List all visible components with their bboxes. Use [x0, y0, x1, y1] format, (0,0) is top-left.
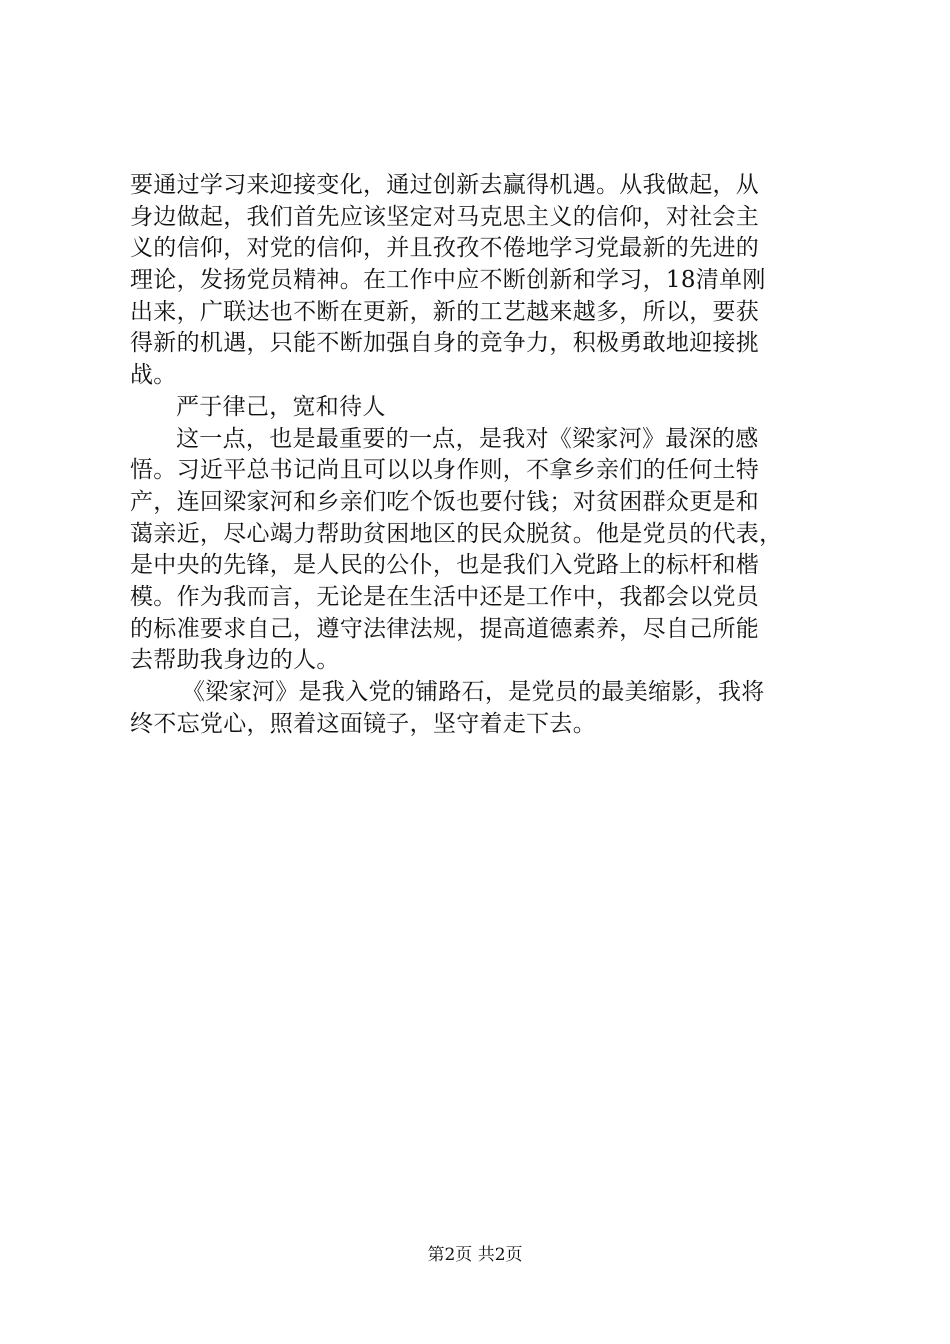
paragraph-line: 终不忘党心，照着这面镜子，坚守着走下去。: [130, 710, 596, 737]
page-footer: [0, 1244, 950, 1266]
paragraph-3: [130, 677, 830, 740]
paragraph-line: 悟。习近平总书记尚且可以以身作则，不拿乡亲们的任何土特: [130, 457, 760, 484]
paragraph-line: 去帮助我身边的人。: [130, 647, 340, 674]
paragraph-line: 得新的机遇，只能不断加强自身的竞争力，积极勇敢地迎接挑: [130, 330, 760, 357]
paragraph-line: 《梁家河》是我入党的铺路石，是党员的最美缩影，我将: [182, 679, 765, 705]
page-number-label: 第2页 共2页: [427, 1245, 523, 1265]
paragraph-2: [130, 424, 830, 678]
paragraph-line: 要通过学习来迎接变化，通过创新去赢得机遇。从我做起，从: [130, 172, 760, 198]
paragraph-line: 产，连回梁家河和乡亲们吃个饭也要付钱；对贫困群众更是和: [130, 488, 760, 515]
section-heading: [130, 392, 830, 424]
paragraph-1: [130, 170, 830, 392]
paragraph-line: 的标准要求自己，遵守法律法规，提高道德素养，尽自己所能: [130, 615, 760, 642]
paragraph-line: 是中央的先锋，是人民的公仆，也是我们入党路上的标杆和楷: [130, 552, 760, 579]
paragraph-line: 这一点，也是最重要的一点，是我对《梁家河》最深的感: [176, 425, 759, 452]
paragraph-line: 战。: [130, 362, 177, 389]
paragraph-line: 身边做起，我们首先应该坚定对马克思主义的信仰，对社会主: [130, 203, 760, 230]
paragraph-line: 理论，发扬党员精神。在工作中应不断创新和学习，18清单刚: [130, 267, 766, 294]
paragraph-line: 出来，广联达也不断在更新，新的工艺越来越多，所以，要获: [130, 298, 760, 325]
document-body: [130, 170, 830, 740]
paragraph-line: 模。作为我而言，无论是在生活中还是工作中，我都会以党员: [130, 583, 760, 610]
paragraph-line: 义的信仰，对党的信仰，并且孜孜不倦地学习党最新的先进的: [130, 235, 760, 262]
paragraph-line: 蔼亲近，尽心竭力帮助贫困地区的民众脱贫。他是党员的代表，: [130, 520, 783, 547]
section-heading-text: 严于律己，宽和待人: [176, 393, 386, 420]
